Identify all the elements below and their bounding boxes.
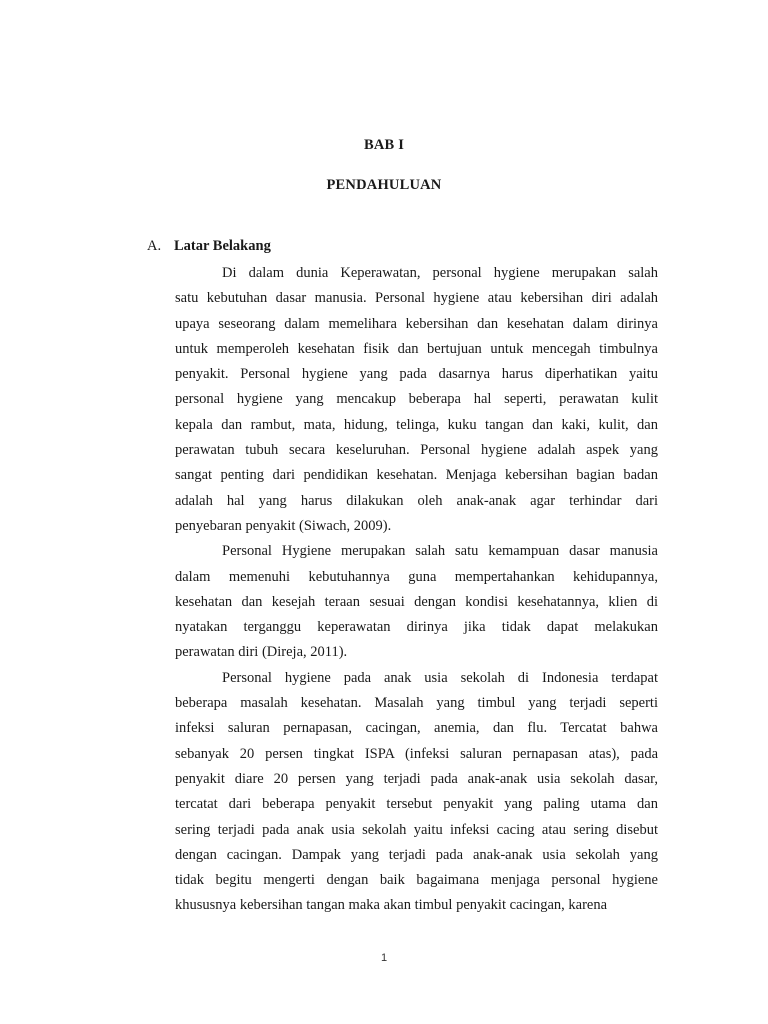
paragraph-1-line: personal hygiene yang mencakup beberapa hal seperti, perawatan kulit: [175, 391, 658, 408]
paragraph-1-line: penyakit. Personal hygiene yang pada dasarnya harus diperhatikan yaitu: [175, 366, 658, 383]
paragraph-2-line: nyatakan terganggu keperawatan dirinya jika tidak dapat melakukan: [175, 619, 658, 636]
paragraph-3-line: sering terjadi pada anak usia sekolah yaitu infeksi cacing atau sering disebut: [175, 821, 658, 838]
paragraph-1-line: kepala dan rambut, mata, hidung, telinga, kuku tangan dan kaki, kulit, dan: [175, 416, 658, 433]
paragraph-1-line: untuk memperoleh kesehatan fisik dan bertujuan untuk mencegah timbulnya: [175, 340, 658, 357]
paragraph-1-line: adalah hal yang harus dilakukan oleh anak-anak agar terhindar dari: [175, 492, 658, 509]
paragraph-2-line: kesehatan dan kesejah teraan sesuai dengan kondisi kesehatannya, klien di: [175, 593, 658, 610]
paragraph-3-line: beberapa masalah kesehatan. Masalah yang timbul yang terjadi seperti: [175, 695, 658, 712]
section-heading: [147, 238, 271, 255]
paragraph-3-line: Personal hygiene pada anak usia sekolah di Indonesia terdapat: [222, 669, 658, 686]
paragraph-3-line: tercatat dari beberapa penyakit tersebut penyakit yang paling utama dan: [175, 796, 658, 813]
chapter-title: PENDAHULUAN: [326, 177, 442, 193]
paragraph-1-line: sangat penting dari pendidikan kesehatan. Menjaga kebersihan bagian badan: [175, 467, 658, 484]
paragraph-2-line: perawatan diri (Direja, 2011).: [175, 644, 348, 661]
paragraph-3-line: dengan cacingan. Dampak yang terjadi pada anak-anak usia sekolah yang: [175, 846, 658, 863]
paragraph-3-line: sebanyak 20 persen tingkat ISPA (infeksi saluran pernapasan atas), pada: [175, 745, 658, 762]
paragraph-3-line: infeksi saluran pernapasan, cacingan, anemia, dan flu. Tercatat bahwa: [175, 720, 658, 737]
body-text: [175, 261, 658, 919]
section-title: Latar Belakang: [174, 238, 271, 254]
paragraph-1-line: penyebaran penyakit (Siwach, 2009).: [175, 517, 392, 534]
paragraph-1-line: perawatan tubuh secara keseluruhan. Personal hygiene adalah aspek yang: [175, 442, 658, 459]
page-number: 1: [380, 952, 388, 964]
paragraph-3-line: khususnya kebersihan tangan maka akan timbul penyakit cacingan, karena: [175, 897, 608, 914]
section-letter: A.: [147, 238, 162, 254]
paragraph-2-line: Personal Hygiene merupakan salah satu kemampuan dasar manusia: [222, 543, 658, 560]
paragraph-1-line: upaya seseorang dalam memelihara kebersihan dan kesehatan dalam dirinya: [175, 315, 658, 332]
paragraph-3-line: tidak begitu mengerti dengan baik bagaimana menjaga personal hygiene: [175, 872, 658, 889]
paragraph-1-line: Di dalam dunia Keperawatan, personal hygiene merupakan salah: [222, 265, 658, 281]
chapter-number: BAB I: [363, 137, 405, 153]
paragraph-2-line: dalam memenuhi kebutuhannya guna mempertahankan kehidupannya,: [175, 568, 658, 585]
paragraph-1-line: satu kebutuhan dasar manusia. Personal hygiene atau kebersihan diri adalah: [175, 290, 658, 307]
paragraph-3-line: penyakit diare 20 persen yang terjadi pada anak-anak usia sekolah dasar,: [175, 770, 658, 787]
